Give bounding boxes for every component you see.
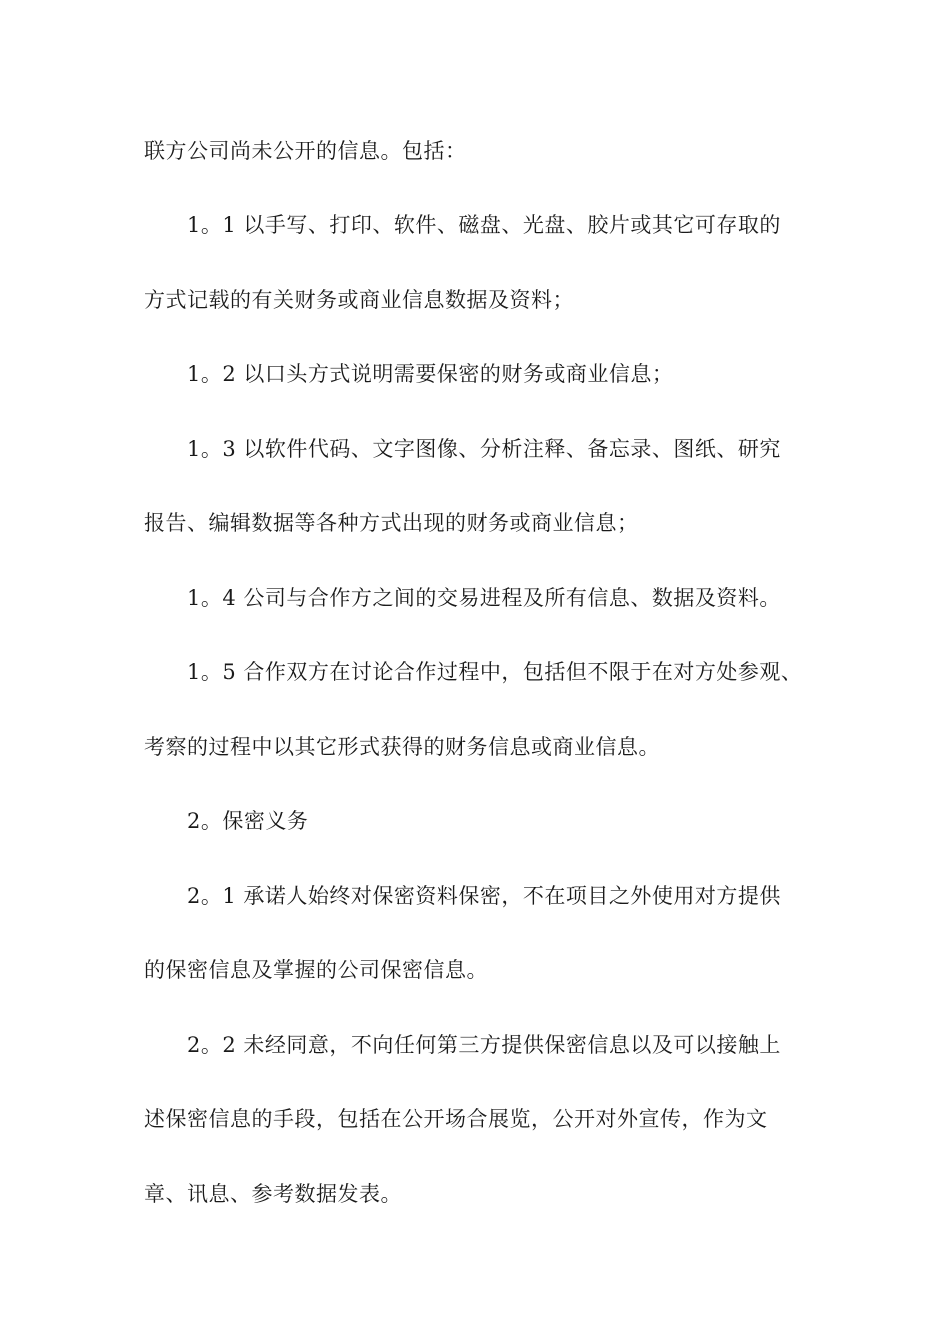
text-line-8: 1。5 合作双方在讨论合作过程中，包括但不限于在对方处参观、 [187,660,803,684]
text-line-1: 联方公司尚未公开的信息。包括： [144,139,467,163]
text-line-9: 考察的过程中以其它形式获得的财务信息或商业信息。 [144,735,660,759]
text-line-15: 章、讯息、参考数据发表。 [144,1182,402,1206]
text-line-5: 1。3 以软件代码、文字图像、分析注释、备忘录、图纸、研究 [187,437,781,461]
text-line-14: 述保密信息的手段，包括在公开场合展览，公开对外宣传，作为文 [144,1107,768,1131]
section-heading: 2。保密义务 [187,809,309,833]
text-line-11: 2。1 承诺人始终对保密资料保密，不在项目之外使用对方提供 [187,884,781,908]
text-line-3: 方式记载的有关财务或商业信息数据及资料； [144,288,574,312]
text-line-7: 1。4 公司与合作方之间的交易进程及所有信息、数据及资料。 [187,586,781,610]
text-line-4: 1。2 以口头方式说明需要保密的财务或商业信息； [187,362,674,386]
text-line-12: 的保密信息及掌握的公司保密信息。 [144,958,488,982]
text-line-2: 1。1 以手写、打印、软件、磁盘、光盘、胶片或其它可存取的 [187,213,781,237]
text-line-13: 2。2 未经同意，不向任何第三方提供保密信息以及可以接触上 [187,1033,781,1057]
text-line-6: 报告、编辑数据等各种方式出现的财务或商业信息； [144,511,639,535]
